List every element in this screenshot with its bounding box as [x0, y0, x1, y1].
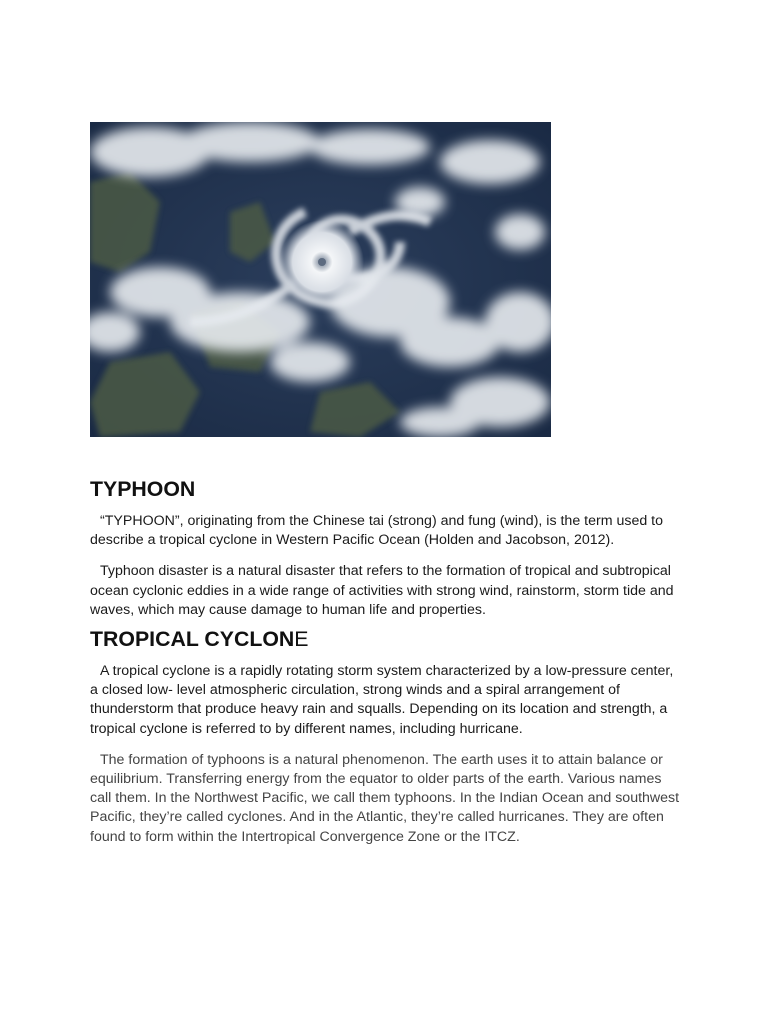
document-body [90, 479, 680, 847]
spacer [90, 739, 680, 751]
heading-tropical-cyclone-tail: E [294, 627, 309, 652]
paragraph-typhoon-formation: The formation of typhoons is a natural phenomenon. The earth uses it to attain balance or equilibrium. Transferring energy from the equator to older parts of the earth. Various names call them. In the Northwest Pacific, we call them typhoons. In the Indian Ocean and southwest Pacific, they’re called cyclones. And in the Atlantic, they’re called hurricanes. They are often found to form within the Intertropical Convergence Zone or the ITCZ. [90, 751, 680, 845]
heading-tropical-cyclone-main: TROPICAL CYCLON [90, 627, 295, 652]
heading-tropical-cyclone [90, 627, 680, 652]
satellite-typhoon-image [90, 122, 551, 437]
satellite-image-graphic [90, 122, 551, 437]
spacer [90, 550, 680, 562]
paragraph-typhoon-definition: “TYPHOON”, originating from the Chinese tai (strong) and fung (wind), is the term used to describe a tropical cyclone in Western Pacific Ocean (Holden and Jacobson, 2012). [90, 513, 664, 549]
heading-typhoon: TYPHOON [90, 477, 196, 501]
paragraph-typhoon-disaster: Typhoon disaster is a natural disaster that refers to the formation of tropical and subtropical ocean cyclonic eddies in a wide range of activities with strong wind, rainstorm, storm tide and waves, which may cause damage to human life and properties. [90, 563, 674, 618]
paragraph-tropical-cyclone-definition: A tropical cyclone is a rapidly rotating storm system characterized by a low-pressure center, a closed low- level atmospheric circulation, strong winds and a spiral arrangement of thunderstorm that produce heavy rain and squalls. Depending on its location and strength, a tropical cyclone is referred to by different names, including hurricane. [90, 663, 674, 737]
